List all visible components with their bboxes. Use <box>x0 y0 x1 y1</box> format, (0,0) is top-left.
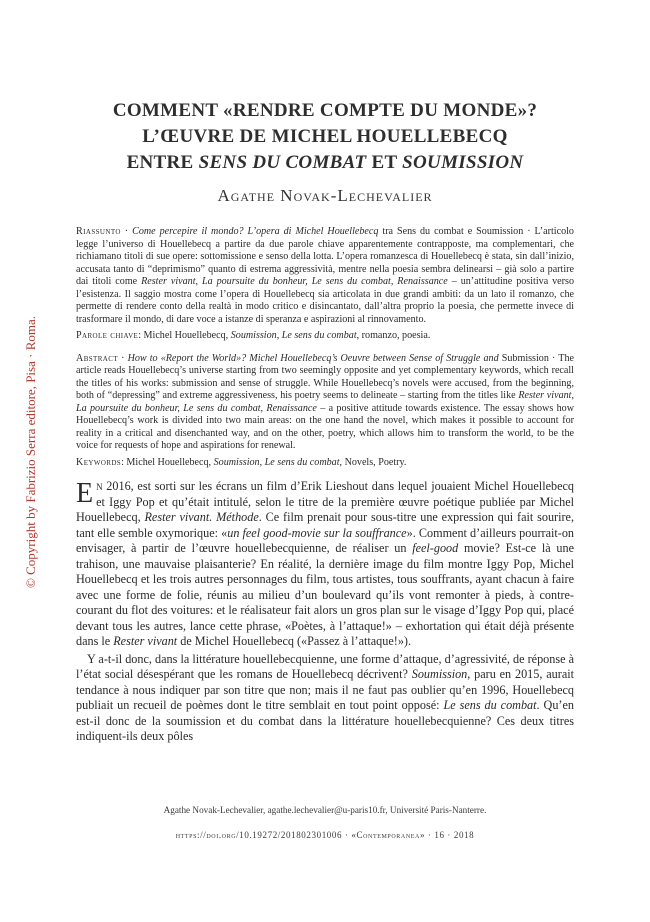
article-title <box>76 98 574 176</box>
p1-text-2: . Ce film prenait pour sous-titre une expression qui fait sourire, tant elle semble oxymorique: « <box>76 510 574 540</box>
p1-text-3: ». Comment d’ailleurs pourrait-on envisager, à partir de l’œuvre houellebecquienne, de réaliser un <box>76 525 575 555</box>
keywords-block <box>76 457 574 470</box>
p1-text-4: movie? Est-ce là une trahison, une mauvaise plaisanterie? En réalité, la dernière image du film montre Iggy Pop, Michel Houellebecq et les trois autres personnages du film, tous artistes, tous souffrants, ayant chacun à faire avec une forme de folie, réunis au milieu d’un boulevard qu’ils vont remonter à pieds, à contre-courant du flot des voitures: et le réalisateur fait alors un gros plan sur le visage d’Iggy Pop qui, placé devant tous les autres, lance cette phrase, «Poètes, à l’attaque!» – exhortation qui était déjà présente dans le <box>76 541 574 648</box>
p2-text-3: . Qu’en est-il donc de la soumission et du combat dans la littérature houellebecquienne? Ces deux titres indiquent-ils deux pôles <box>76 698 574 743</box>
keywords-italic-2: Le sens du combat <box>264 456 340 468</box>
author-footnote: Agathe Novak-Lechevalier, agathe.lechevalier@u-paris10.fr, Université Paris-Nanterre. <box>163 805 487 815</box>
abstract-block <box>76 353 574 453</box>
body-paragraph-1 <box>76 479 574 650</box>
abstract-titles: Rester vivant, La poursuite du bonheur, Le sens du combat, Renaissance <box>76 390 574 414</box>
p1-italic-2: un feel good-movie sur la souffrance <box>227 525 407 540</box>
parole-chiave-label: Parole chiave <box>76 330 139 341</box>
keywords-label: Keywords <box>76 456 122 468</box>
author-name: Agathe Novak-Lechevalier <box>217 186 433 205</box>
p2-text-2: , paru en 2015, aurait tendance à nous indiquer par son titre que non; mais il ne faut pas oublier qu’en 1996, Houellebecq publiait un recueil de poèmes dont le titre semblait en tout point opposé: <box>76 667 574 712</box>
parole-chiave-italic-1: Soumission <box>230 330 277 341</box>
riassunto-title: Come percepire il mondo? L’opera di Michel Houellebecq <box>132 226 379 237</box>
p2-italic-2: Le sens du combat <box>443 698 537 712</box>
p2-text-1: Y a-t-il donc, dans la littérature houellebecquienne, une forme d’attaque, d’agressivité, de réponse à l’état social désespérant que les romans de Houellebecq décrivent? <box>76 651 574 681</box>
riassunto-block <box>76 226 574 326</box>
abstract-label: Abstract <box>76 352 118 364</box>
keywords-text-2: , Novels, Poetry. <box>339 456 407 468</box>
p2-italic-1: Soumission <box>411 667 468 681</box>
keywords-sep: , <box>259 456 265 468</box>
riassunto-titles: Rester vivant, La poursuite du bonheur, Le sens du combat, Renaissance <box>141 276 448 287</box>
keywords-text-1: : Michel Houellebecq, <box>121 456 214 468</box>
first-word-caps: n <box>96 479 103 493</box>
riassunto-label: Riassunto <box>76 226 121 237</box>
keywords-italic-1: Soumission <box>213 456 260 468</box>
body-paragraph-2 <box>76 652 574 745</box>
p1-italic-3: feel-good <box>412 541 459 555</box>
title-line-3-prefix: ENTRE <box>126 152 199 173</box>
parole-chiave-sep: , <box>276 330 282 341</box>
drop-cap: E <box>76 478 94 509</box>
parole-chiave-text-1: : Michel Houellebecq, <box>138 330 231 341</box>
p1-text-1: 2016, est sorti sur les écrans un film d’Erik Lieshout dans lequel jouaient Michel Houellebecq et Iggy Pop et qu’était intitulé, selon le titre de la première œuvre poétique publiée par Michel Houellebecq, <box>76 479 574 524</box>
parole-chiave-text-2: , romanzo, poesia. <box>356 330 431 341</box>
abstract-text-2: – a positive attitude towards existence. The essay shows how Houellebecq’s work is divided into two main areas: on the one hand the novel, which makes it possible to account for reality in a critical and disenchanted way, and on the other, poetry, which allows him to transform the world, to be the voice for requests of hope and aspirations for renewal. <box>76 402 574 451</box>
title-line-2: L’ŒUVRE DE MICHEL HOUELLEBECQ <box>142 126 508 147</box>
parole-chiave-italic-2: Le sens du combat <box>281 330 357 341</box>
title-line-3-italic-1: SENS DU COMBAT <box>198 152 367 173</box>
riassunto-separator: · <box>120 226 133 237</box>
title-line-3-middle: ET <box>366 152 403 173</box>
riassunto-text-2: – un’attitudine positiva verso l’esistenza. Il saggio mostra come l’opera di Houellebecq sia articolata in due grandi ambiti: da un lato il romanzo, che permette di rendere conto della realtà in modo critico e disincantato, dall’altra proprio la poesia, che permette invece di trasformare il mondo, di dare voce a istanze di speranza e aspirazioni al rinnovamento. <box>76 276 574 325</box>
abstract-text-1: · The article reads Houellebecq’s universe starting from two seemingly opposite and yet complementary keywords, which recall the titles of his works: submission and sense of struggle. While Houellebecq’s novels were accused, from the beginning, both of “depressing” and extreme aggressiveness, his poetry seems to delineate – starting from the titles like <box>76 352 574 401</box>
abstract-title: How to «Report the World»? Michel Houellebecq’s Oeuvre between Sense of Struggle and <box>127 352 499 364</box>
title-line-1: COMMENT «RENDRE COMPTE DU MONDE»? <box>112 100 538 121</box>
doi-line: https://doi.org/10.19272/201802301006 · «Contemporanea» · 16 · 2018 <box>175 830 475 840</box>
p1-italic-1: Rester vivant. Méthode <box>144 510 259 524</box>
parole-chiave-block <box>76 330 574 343</box>
title-line-3-italic-2: SOUMISSION <box>402 152 524 173</box>
p1-italic-4: Rester vivant <box>113 634 178 648</box>
riassunto-text-1: · L’articolo legge l’universo di Houellebecq a partire da due parole chiave apparentemente contrapposte, ma complementari, che richiamano titoli di sue opere: sottomissione e senso della lotta. L’opera romanzesca di Houellebecq è stata, sin dall’inizio, accusata tanto di “deprimismo” quanto di estrema aggressività, mentre nella poesia sembra delinearsi – già solo a partire dai titoli come <box>76 226 574 287</box>
article-page <box>76 98 575 840</box>
abstract-title-rest: Submission <box>498 352 549 364</box>
p1-text-5: de Michel Houellebecq («Passez à l’attaque!»). <box>177 634 412 648</box>
riassunto-title-rest: tra Sens du combat e Soumission <box>378 226 524 237</box>
copyright-notice: © Copyright by Fabrizio Serra editore, Pisa · Roma. <box>23 316 38 588</box>
abstract-separator: · <box>118 352 128 364</box>
